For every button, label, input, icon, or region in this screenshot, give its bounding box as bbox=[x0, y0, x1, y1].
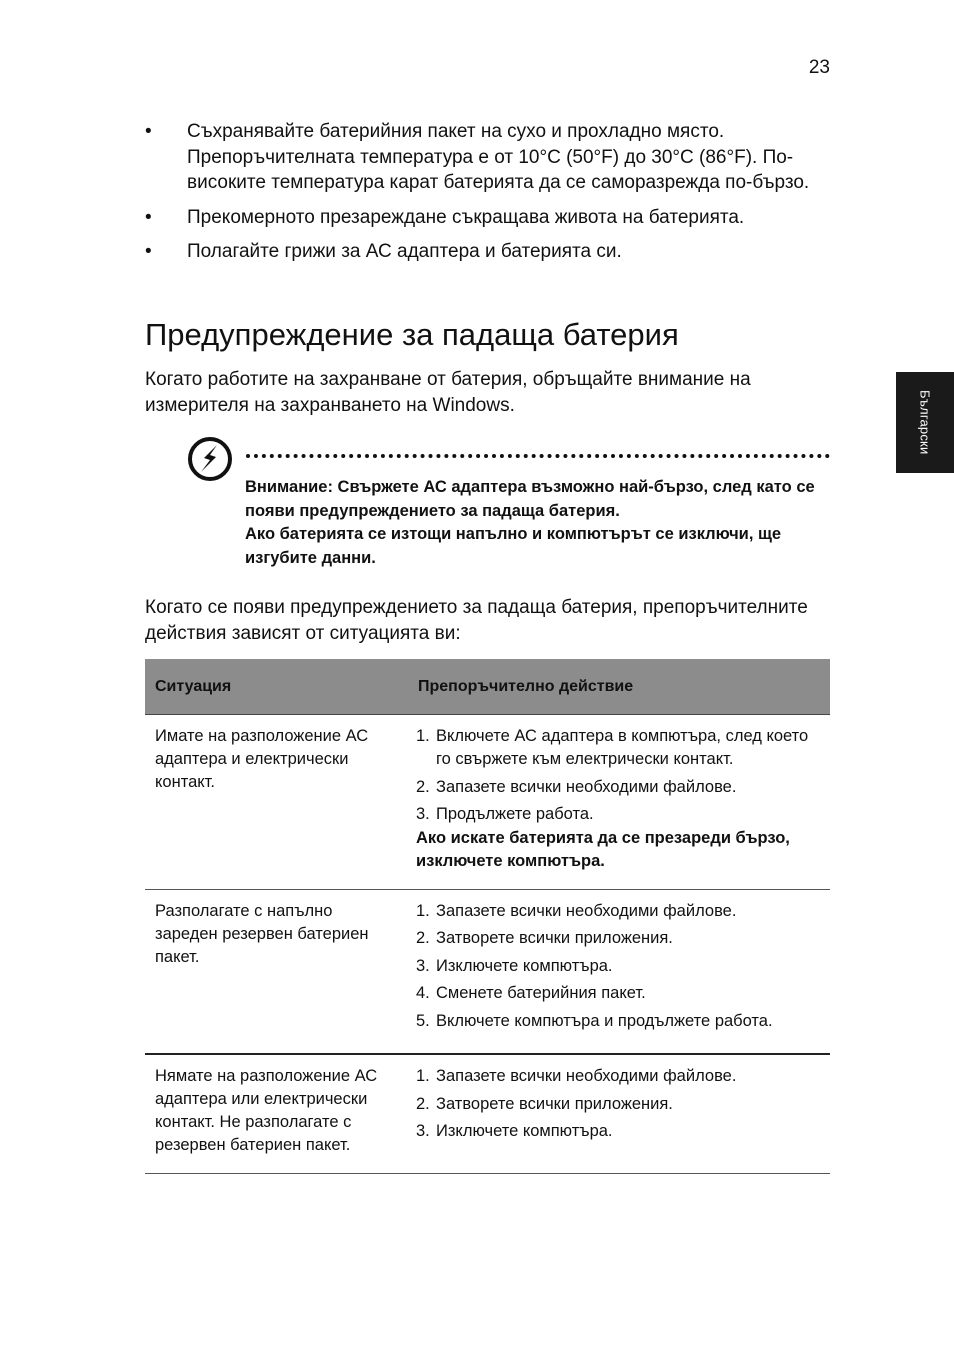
warning-line-1: Внимание: Свържете АС адаптера възможно най-бързо, след като се появи предупреждението за падаща батерия. bbox=[245, 478, 815, 520]
action-text: Запазете всички необходими файлове. bbox=[436, 901, 737, 920]
bullet-marker: • bbox=[145, 241, 152, 262]
header-action: Препоръчително действие bbox=[406, 659, 830, 715]
action-number: 4. bbox=[416, 984, 430, 1002]
action-item bbox=[416, 1120, 820, 1143]
table-row bbox=[145, 715, 830, 890]
intro-paragraph: Когато работите на захранване от батерия, обръщайте внимание на измерителя на захранването на Windows. bbox=[145, 369, 751, 416]
action-number: 2. bbox=[416, 929, 430, 947]
action-text: Включете компютъра и продължете работа. bbox=[436, 1011, 773, 1030]
action-list bbox=[416, 725, 820, 826]
action-list bbox=[416, 1065, 820, 1143]
bullet-marker: • bbox=[145, 206, 152, 228]
table-header-row bbox=[145, 659, 830, 715]
action-text: Затворете всички приложения. bbox=[436, 929, 673, 947]
action-item bbox=[416, 982, 820, 1005]
situation-cell: Имате на разположение АС адаптера и електрически контакт. bbox=[145, 715, 406, 890]
action-number: 2. bbox=[416, 1094, 430, 1113]
header-situation: Ситуация bbox=[145, 659, 406, 715]
lightning-warning-icon bbox=[187, 436, 233, 482]
warning-box bbox=[245, 476, 835, 570]
action-text: Изключете компютъра. bbox=[436, 1122, 613, 1140]
bullet-item bbox=[145, 239, 825, 265]
action-item bbox=[416, 803, 820, 826]
action-text: Изключете компютъра. bbox=[436, 956, 613, 975]
action-cell bbox=[406, 1054, 830, 1174]
bullet-text: Съхранявайте батерийния пакет на сухо и прохладно място. Препоръчителната температура е от 10°C (50°F) до 30°C (86°F). По-високите температура карат батерията да се саморазрежда по-бързо. bbox=[187, 121, 810, 193]
language-label: Български bbox=[917, 390, 933, 455]
action-number: 5. bbox=[416, 1011, 430, 1030]
bullet-marker: • bbox=[145, 121, 152, 142]
table-row bbox=[145, 889, 830, 1054]
warning-line-2: Ако батерията се изтощи напълно и компютърът се изключи, ще изгубите данни. bbox=[245, 525, 782, 567]
action-number: 1. bbox=[416, 1067, 430, 1085]
situation-cell: Нямате на разположение АС адаптера или електрически контакт. Не разполагате с резервен батериен пакет. bbox=[145, 1054, 406, 1174]
bullet-item bbox=[145, 119, 825, 196]
bullet-item bbox=[145, 205, 825, 231]
action-number: 3. bbox=[416, 1122, 430, 1140]
battery-action-table bbox=[145, 659, 830, 1174]
action-note: Ако искате батерията да се презареди бързо, изключете компютъра. bbox=[416, 828, 790, 870]
action-text: Запазете всички необходими файлове. bbox=[436, 777, 737, 796]
bullet-text: Полагайте грижи за АС адаптера и батерията си. bbox=[187, 241, 622, 262]
action-text: Затворете всички приложения. bbox=[436, 1094, 673, 1113]
action-text: Продължете работа. bbox=[436, 805, 594, 823]
action-item bbox=[416, 927, 820, 950]
action-item bbox=[416, 900, 820, 923]
action-list bbox=[416, 900, 820, 1033]
action-cell bbox=[406, 889, 830, 1054]
section-heading: Предупреждение за падаща батерия bbox=[145, 317, 679, 352]
warning-divider bbox=[246, 454, 830, 458]
action-item bbox=[416, 955, 820, 978]
action-number: 2. bbox=[416, 777, 430, 796]
action-cell bbox=[406, 715, 830, 890]
action-item bbox=[416, 776, 820, 799]
action-item bbox=[416, 1065, 820, 1088]
action-item bbox=[416, 725, 820, 771]
lead-paragraph: Когато се появи предупреждението за падаща батерия, препоръчителните действия зависят от ситуацията ви: bbox=[145, 597, 808, 644]
action-item bbox=[416, 1010, 820, 1033]
page-number: 23 bbox=[808, 57, 830, 78]
action-number: 3. bbox=[416, 956, 430, 975]
action-text: Включете АС адаптера в компютъра, след което го свържете към електрически контакт. bbox=[436, 727, 809, 768]
language-side-tab bbox=[896, 372, 954, 473]
action-number: 1. bbox=[416, 727, 430, 745]
bullet-text: Прекомерното презареждане съкращава живота на батерията. bbox=[187, 206, 745, 228]
action-number: 1. bbox=[416, 901, 430, 920]
situation-cell: Разполагате с напълно зареден резервен батериен пакет. bbox=[145, 889, 406, 1054]
action-text: Запазете всички необходими файлове. bbox=[436, 1067, 737, 1085]
action-item bbox=[416, 1093, 820, 1116]
action-text: Сменете батерийния пакет. bbox=[436, 984, 646, 1002]
care-bullet-list bbox=[145, 119, 825, 274]
action-number: 3. bbox=[416, 805, 430, 823]
table-row bbox=[145, 1054, 830, 1174]
